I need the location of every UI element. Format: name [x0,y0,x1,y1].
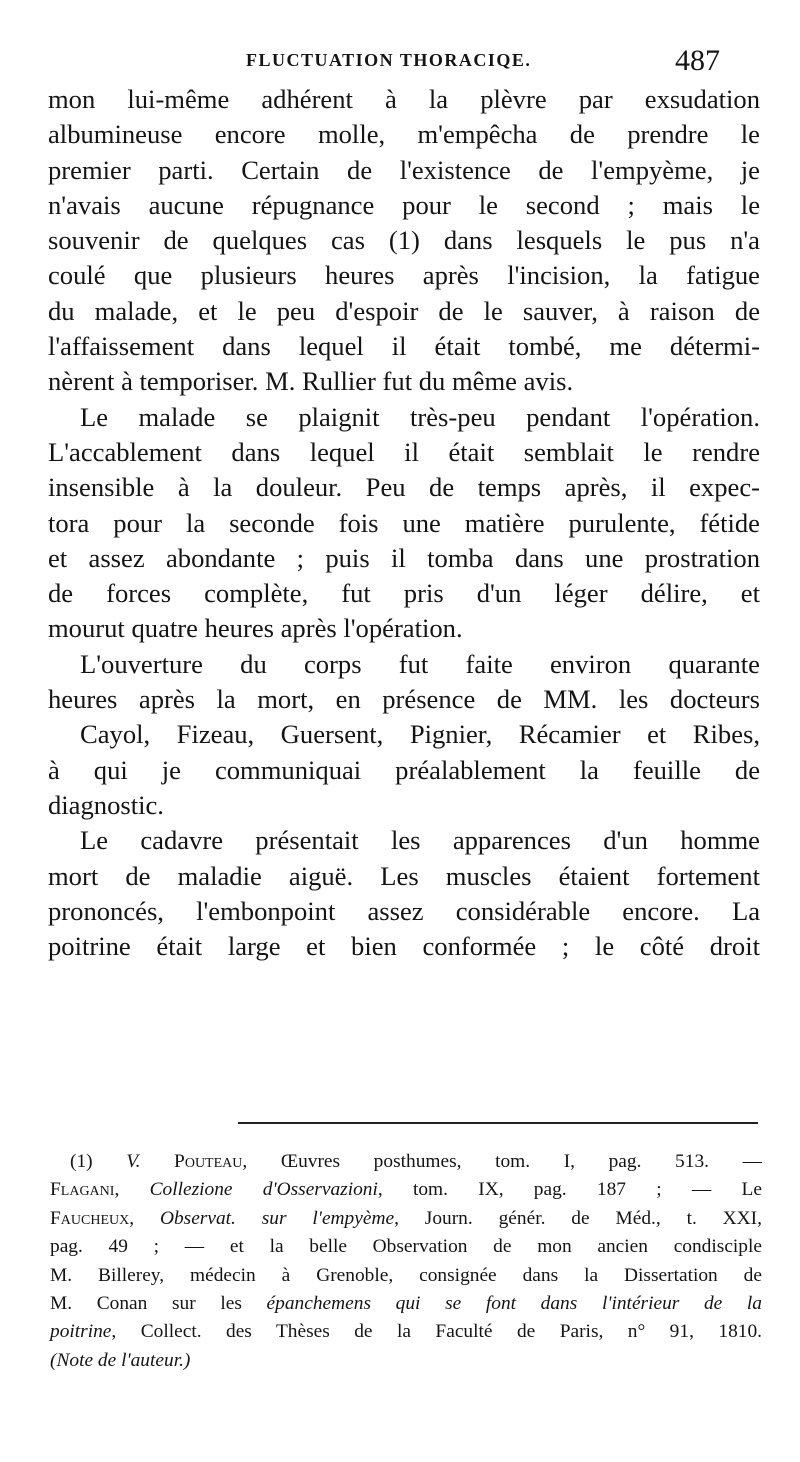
footnote [50,1148,762,1375]
footnote-author-initial: V. [126,1151,141,1172]
text-line: heures après la mort, en présence de MM. les docteurs [48,684,760,715]
footnote-line [50,1290,762,1318]
footnote-line [50,1318,762,1346]
text-line: n'avais aucune répugnance pour le second ; mais le [48,189,760,220]
footnote-text: M. Conan sur les [50,1293,242,1315]
text-line: et assez abondante ; puis il tomba dans une prostration [48,542,760,573]
footnote-work-title: Collezione d'Osservazioni [149,1179,378,1201]
text-line: albumineuse encore molle, m'empêcha de prendre le [48,119,760,150]
text-line: nèrent à temporiser. M. Rullier fut du même avis. [48,366,574,397]
text-line: L'accablement dans lequel il était semblait le rendre [48,436,760,467]
text-line: Le cadavre présentait les apparences d'un homme [80,825,760,856]
text-line: mort de maladie aiguë. Les muscles étaient fortement [48,860,760,891]
text-line: Cayol, Fizeau, Guersent, Pignier, Récamier et Ribes, [80,719,760,750]
text-line: à qui je communiquai préalablement la feuille de [48,754,760,785]
text-line: poitrine était large et bien conformée ; le côté droit [48,931,760,962]
body-text [48,82,760,964]
footnote-line: M. Billerey, médecin à Grenoble, consignée dans la Dissertation de [50,1264,762,1286]
footnote-author: Pouteau [174,1151,243,1172]
footnote-text: , Collect. des Thèses de la Faculté de Paris, n° 91, 1810. [111,1321,762,1343]
footnote-line: Faucheux, Observat. sur l'empyème, Journ. génér. de Méd., t. XXI, [50,1207,762,1229]
text-line: souvenir de quelques cas (1) dans lesquels le pus n'a [48,225,760,256]
footnote-text: , Journ. génér. de Méd., t. XXI, [394,1207,762,1229]
footnote-marker: (1) [70,1151,93,1172]
text-line: premier parti. Certain de l'existence de l'empyème, je [48,154,760,185]
footnote-author: Flagani [50,1179,115,1201]
footnote-line [50,1347,762,1375]
footnote-divider [238,1122,758,1124]
footnote-work-title: Observat. sur l'empyème [159,1207,395,1229]
footnote-line: pag. 49 ; — et la belle Observation de mon ancien condisciple [50,1236,762,1258]
page-number: 487 [675,44,720,77]
text-line: de forces complète, fut pris d'un léger délire, et [48,578,760,609]
text-line: coulé que plusieurs heures après l'incision, la fatigue [48,260,760,291]
text-line: prononcés, l'embonpoint assez considérable encore. La [48,895,760,926]
footnote-attribution: (Note de l'auteur.) [50,1349,191,1371]
text-line: Le malade se plaignit très-peu pendant l'opération. [80,401,760,432]
footnote-line [50,1148,762,1176]
footnote-author: Faucheux [50,1207,130,1229]
footnote-text: , Œuvres posthumes, tom. I, pag. 513. — [242,1151,762,1172]
text-line: du malade, et le peu d'espoir de le sauver, à raison de [48,295,760,326]
text-line: diagnostic. [48,789,164,820]
running-head [0,44,800,78]
text-line: tora pour la seconde fois une matière purulente, fétide [48,507,760,538]
text-line: mourut quatre heures après l'opération. [48,613,463,644]
running-head-title: FLUCTUATION THORACIQE. [246,50,532,70]
text-line: L'ouverture du corps fut faite environ quarante [80,648,760,679]
text-line: l'affaissement dans lequel il était tombé, me détermi- [48,331,760,362]
footnote-work-title: épanchemens qui se font dans l'intérieur de la [266,1293,763,1315]
footnote-text: , tom. IX, pag. 187 ; — Le [377,1179,762,1201]
footnote-line: Flagani, Collezione d'Osservazioni, tom. IX, pag. 187 ; — Le [50,1179,762,1201]
text-line: mon lui-même adhérent à la plèvre par exsudation [48,84,760,114]
footnote-work-title: poitrine [50,1321,112,1343]
text-line: insensible à la douleur. Peu de temps après, il expec- [48,472,760,503]
